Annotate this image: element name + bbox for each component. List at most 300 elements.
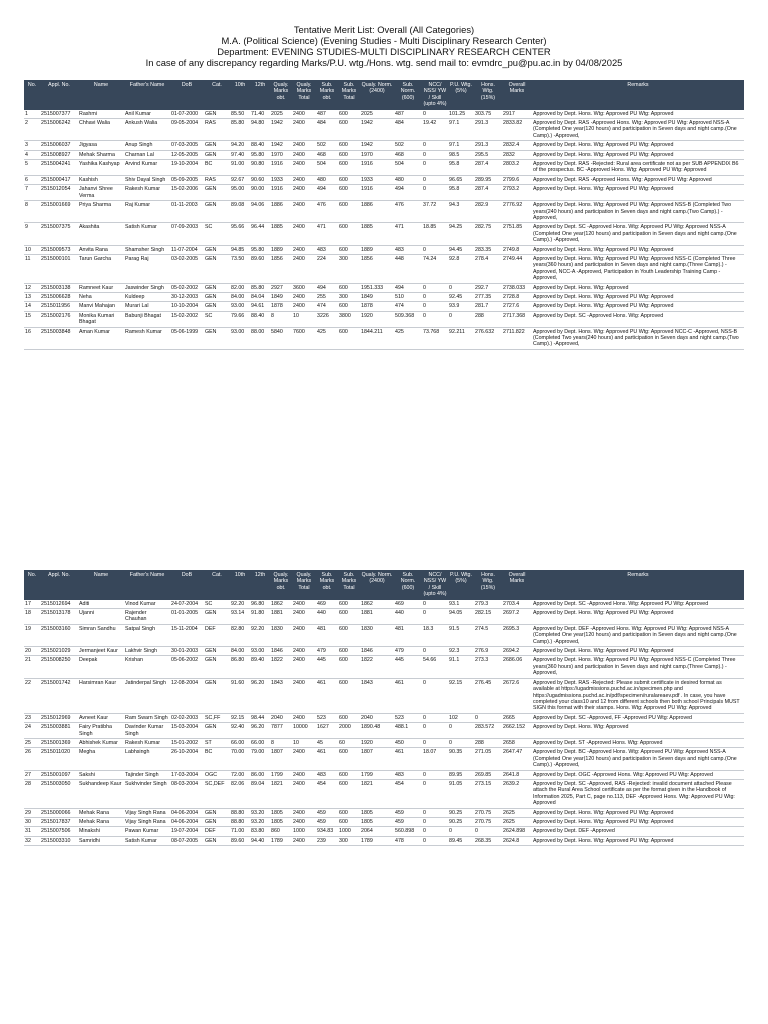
table-cell: 2040 <box>270 713 292 722</box>
table-cell: 303.75 <box>474 110 502 119</box>
remarks-cell: Approved by Dept. SC -Approved, FF -Approved PU Wtg: Approved <box>532 713 744 722</box>
table-cell: GEN <box>204 818 230 827</box>
table-cell: 1849 <box>270 292 292 301</box>
table-cell: 560.898 <box>394 827 422 836</box>
table-cell: ST <box>204 738 230 747</box>
table-cell: OGC <box>204 770 230 779</box>
table-row <box>24 283 744 292</box>
column-header: Cat. <box>204 80 230 110</box>
table-row <box>24 302 744 311</box>
table-cell: 19.42 <box>422 119 448 141</box>
table-cell: 474 <box>394 302 422 311</box>
table-cell: 18.85 <box>422 223 448 245</box>
table-cell: Shamsher Singh <box>124 245 170 254</box>
table-cell: 05-09-2005 <box>170 175 204 184</box>
table-cell: 276.9 <box>474 647 502 656</box>
table-cell: 600 <box>338 223 360 245</box>
table-cell: 12-08-2004 <box>170 678 204 713</box>
table-cell: 10-10-2004 <box>170 302 204 311</box>
column-header: NCC/ NSS/ YW / Skill (upto 4%) <box>422 80 448 110</box>
table-cell: Anvita Rana <box>78 245 124 254</box>
table-cell: 2749.44 <box>502 254 532 283</box>
table-cell: Murari Lal <box>124 302 170 311</box>
table-cell: 2400 <box>292 600 316 609</box>
table-cell: 289.95 <box>474 175 502 184</box>
table-cell: 0 <box>474 713 502 722</box>
table-cell: 93.1 <box>448 600 474 609</box>
table-cell: 29 <box>24 808 40 817</box>
table-cell: 2515012969 <box>40 713 78 722</box>
table-cell: 0 <box>422 302 448 311</box>
table-cell: 2711.822 <box>502 327 532 349</box>
table-cell: 97.1 <box>448 141 474 150</box>
table-cell: Lakhvir Singh <box>124 647 170 656</box>
table-cell: 1916 <box>360 160 394 176</box>
table-cell: 2776.92 <box>502 201 532 223</box>
table-cell: 73.50 <box>230 254 250 283</box>
table-cell: 1878 <box>360 302 394 311</box>
column-header: 10th <box>230 570 250 600</box>
table-cell: 101.25 <box>448 110 474 119</box>
column-header: Qualy. Marks obt. <box>270 570 292 600</box>
table-cell: Rakesh Kumar <box>124 185 170 201</box>
table-cell: 1805 <box>270 818 292 827</box>
table-cell: 15-02-2002 <box>170 311 204 327</box>
table-cell: 2515001097 <box>40 770 78 779</box>
table-cell: 1830 <box>360 624 394 646</box>
table-cell: 0 <box>422 779 448 808</box>
table-cell: 82.06 <box>230 779 250 808</box>
table-cell: 10 <box>292 738 316 747</box>
table-cell: 2803.2 <box>502 160 532 176</box>
table-cell: 94.25 <box>448 223 474 245</box>
table-cell: 1886 <box>360 201 394 223</box>
table-cell: 7600 <box>292 327 316 349</box>
table-cell: 291.3 <box>474 141 502 150</box>
remarks-cell: Approved by Dept. Hons. Wtg: Approved PU Wtg: Approved <box>532 110 744 119</box>
table-cell: 92.211 <box>448 327 474 349</box>
table-cell: 2515003160 <box>40 624 78 646</box>
table-cell: 271.05 <box>474 748 502 770</box>
table-cell: 523 <box>394 713 422 722</box>
table-cell: 2515009573 <box>40 245 78 254</box>
table-cell: 471 <box>316 223 338 245</box>
table-row <box>24 656 744 678</box>
table-cell: 96.20 <box>250 678 270 713</box>
table-cell: 2703.4 <box>502 600 532 609</box>
table-cell: 483 <box>316 245 338 254</box>
column-header: Qualy. Norm. (2400) <box>360 80 394 110</box>
table-cell: RAS <box>204 119 230 141</box>
table-cell: 600 <box>338 600 360 609</box>
table-cell: GEN <box>204 678 230 713</box>
table-cell: 2832 <box>502 150 532 159</box>
table-cell: 30 <box>24 818 40 827</box>
table-cell: 2400 <box>292 609 316 625</box>
table-cell: 2400 <box>292 141 316 150</box>
table-cell: Ramesh Kumar <box>124 327 170 349</box>
table-cell: 600 <box>338 119 360 141</box>
table-cell: 25 <box>24 738 40 747</box>
table-cell: 102 <box>448 713 474 722</box>
table-cell: 15 <box>24 311 40 327</box>
column-header: Sub. Marks obt. <box>316 80 338 110</box>
table-cell: 92.15 <box>448 678 474 713</box>
table-cell: 96.65 <box>448 175 474 184</box>
table-cell: 2400 <box>292 201 316 223</box>
table-cell: 600 <box>338 624 360 646</box>
table-cell: 2639.2 <box>502 779 532 808</box>
table-cell: 268.35 <box>474 836 502 845</box>
table-cell: 2515003881 <box>40 723 78 739</box>
table-cell: 94.61 <box>250 302 270 311</box>
table-row <box>24 245 744 254</box>
column-header: Remarks <box>532 570 744 600</box>
table-cell: 1889 <box>360 245 394 254</box>
table-cell: 469 <box>316 600 338 609</box>
department-title: Department: EVENING STUDIES-MULTI DISCIPLINARY RESEARCH CENTER <box>217 46 551 57</box>
table-cell: Akashita <box>78 223 124 245</box>
table-cell: Shiv Dayal Singh <box>124 175 170 184</box>
table-body <box>24 110 744 350</box>
column-header: P.U. Wtg. (5%) <box>448 80 474 110</box>
table-cell: 2694.2 <box>502 647 532 656</box>
table-cell: 18.07 <box>422 748 448 770</box>
table-cell: Manvi Mahajan <box>78 302 124 311</box>
table-cell: 2917 <box>502 110 532 119</box>
table-cell: 2515012054 <box>40 185 78 201</box>
table-cell: 2625 <box>502 818 532 827</box>
table-cell: 14 <box>24 302 40 311</box>
table-cell: GEN <box>204 185 230 201</box>
table-cell: 292.7 <box>474 283 502 292</box>
table-cell: 448 <box>394 254 422 283</box>
table-cell: Sakshi <box>78 770 124 779</box>
table-cell: 1970 <box>360 150 394 159</box>
table-cell: 10000 <box>292 723 316 739</box>
course-title: M.A. (Political Science) (Evening Studies - Multi Disciplinary Research Center) <box>221 35 547 46</box>
table-cell: 15-11-2004 <box>170 624 204 646</box>
table-cell: 2400 <box>292 748 316 770</box>
table-cell: 600 <box>338 185 360 201</box>
table-cell: 2025 <box>360 110 394 119</box>
table-cell: Jaswinder Singh <box>124 283 170 292</box>
table-cell: 2515003050 <box>40 779 78 808</box>
table-cell: 2400 <box>292 808 316 817</box>
column-header: DoB <box>170 570 204 600</box>
table-cell: Parag Raj <box>124 254 170 283</box>
table-cell: SC,FF <box>204 713 230 722</box>
table-cell: Ankush Walia <box>124 119 170 141</box>
table-cell: Neha <box>78 292 124 301</box>
table-cell: Raj Kumar <box>124 201 170 223</box>
table-cell: Satpal Singh <box>124 624 170 646</box>
table-row <box>24 141 744 150</box>
table-cell: Rajender Chauhan <box>124 609 170 625</box>
table-cell: 12-05-2005 <box>170 150 204 159</box>
table-cell: 4 <box>24 150 40 159</box>
table-cell: GEN <box>204 723 230 739</box>
table-cell: 1881 <box>270 609 292 625</box>
table-cell: 2515001369 <box>40 738 78 747</box>
table-row <box>24 713 744 722</box>
remarks-cell: Approved by Dept. DEF -Approved Hons. Wtg: Approved PU Wtg: Approved NSS-A (Completed One year(120 hours) and participation in Seven days and night camp.(One Camp).) -Approved, <box>532 624 744 646</box>
table-cell: Mehak Sharma <box>78 150 124 159</box>
table-cell: 92.20 <box>250 624 270 646</box>
table-cell: 89.08 <box>230 201 250 223</box>
remarks-cell: Approved by Dept. Hons. Wtg: Approved PU Wtg: Approved <box>532 647 744 656</box>
table-cell: 273.3 <box>474 656 502 678</box>
remarks-cell: Approved by Dept. Hons. Wtg: Approved PU Wtg: Approved <box>532 292 744 301</box>
table-cell: 2400 <box>292 245 316 254</box>
table-cell: 79.00 <box>250 748 270 770</box>
table-cell: 288 <box>474 738 502 747</box>
table-cell: 2833.82 <box>502 119 532 141</box>
table-cell: 2400 <box>292 836 316 845</box>
table-cell: 600 <box>338 283 360 292</box>
remarks-cell: Approved by Dept. ST -Approved Hons. Wtg: Approved <box>532 738 744 747</box>
table-cell: 08-03-2004 <box>170 779 204 808</box>
table-cell: Sukhvinder Singh <box>124 779 170 808</box>
table-cell: 600 <box>338 141 360 150</box>
table-cell: Jermanjeet Kaur <box>78 647 124 656</box>
table-cell: Harsimran Kaur <box>78 678 124 713</box>
table-cell: 2515007375 <box>40 223 78 245</box>
table-cell: Deepak <box>78 656 124 678</box>
table-cell: Jatinderpal Singh <box>124 678 170 713</box>
table-cell: 3 <box>24 141 40 150</box>
table-cell: 7877 <box>270 723 292 739</box>
table-cell: 1885 <box>360 223 394 245</box>
table-cell: 10 <box>24 245 40 254</box>
table-cell: 93.20 <box>250 808 270 817</box>
table-cell: 273.15 <box>474 779 502 808</box>
table-cell: 2672.6 <box>502 678 532 713</box>
table-cell: 2641.8 <box>502 770 532 779</box>
table-cell: 2400 <box>292 656 316 678</box>
merit-table-page-2 <box>24 570 744 846</box>
table-cell: 7 <box>24 185 40 201</box>
table-cell: 94.80 <box>250 119 270 141</box>
table-cell: Mehak Rana <box>78 818 124 827</box>
table-cell: 2515017837 <box>40 818 78 827</box>
table-cell: 0 <box>422 808 448 817</box>
table-row <box>24 723 744 739</box>
table-cell: 1822 <box>270 656 292 678</box>
table-cell: 90.25 <box>448 818 474 827</box>
column-header: Qualy. Marks obt. <box>270 80 292 110</box>
table-cell: 1789 <box>270 836 292 845</box>
column-header: Appl. No. <box>40 80 78 110</box>
remarks-cell: Approved by Dept. Hons. Wtg: Approved PU Wtg: Approved NSS-C (Completed Three years(360 hours) and participation in Seven days and night camp.(Three Camp).) -Approved, NCC-A -Approved, Participation in Youth Leadership Training Camp -Approved, <box>532 254 744 283</box>
table-row <box>24 311 744 327</box>
table-cell: 97.40 <box>230 150 250 159</box>
table-cell: 1942 <box>360 141 394 150</box>
table-row <box>24 160 744 176</box>
table-cell: 461 <box>316 678 338 713</box>
table-cell: 600 <box>338 150 360 159</box>
table-cell: 1862 <box>270 600 292 609</box>
table-cell: 89.95 <box>448 770 474 779</box>
remarks-cell: Approved by Dept. SC -Approved Hons. Wtg: Approved PU Wtg: Approved NSS-A (Completed One year(120 hours) and participation in Seven days and night camp.(One Camp).) -Approved, <box>532 223 744 245</box>
table-cell: 95.80 <box>250 150 270 159</box>
table-header <box>24 570 744 600</box>
table-cell: 30-01-2003 <box>170 647 204 656</box>
table-cell: 0 <box>422 245 448 254</box>
table-cell: 54.66 <box>422 656 448 678</box>
table-cell: 2515001669 <box>40 201 78 223</box>
table-cell: Charnan Lal <box>124 150 170 159</box>
table-cell: 2400 <box>292 110 316 119</box>
table-cell: 94.45 <box>448 245 474 254</box>
table-row <box>24 110 744 119</box>
table-cell: 600 <box>338 302 360 311</box>
table-cell: 2400 <box>292 302 316 311</box>
table-cell: 461 <box>394 678 422 713</box>
table-cell: 0 <box>422 770 448 779</box>
table-cell: 483 <box>394 245 422 254</box>
table-cell: 91.5 <box>448 624 474 646</box>
table-cell: Jahanvi Shree Verma <box>78 185 124 201</box>
table-cell: 483 <box>316 770 338 779</box>
table-cell: 2515002176 <box>40 311 78 327</box>
table-cell: 1942 <box>270 141 292 150</box>
table-cell: GEN <box>204 609 230 625</box>
table-cell: 92.8 <box>448 254 474 283</box>
table-cell: 93.00 <box>250 647 270 656</box>
table-cell: 2515008250 <box>40 656 78 678</box>
table-cell: 479 <box>394 647 422 656</box>
table-cell: 37.72 <box>422 201 448 223</box>
table-cell: 95.00 <box>230 185 250 201</box>
table-cell: 30-12-2003 <box>170 292 204 301</box>
remarks-cell: Approved by Dept. BC -Approved Hons. Wtg: Approved PU Wtg: Approved NSS-A (Completed One year(120 hours) and participation in Seven days and night camp.(One Camp).) -Approved, <box>532 748 744 770</box>
column-header: Sub. Norm. (600) <box>394 80 422 110</box>
table-cell: 89.40 <box>250 656 270 678</box>
table-cell: 27 <box>24 770 40 779</box>
column-header: Overall Marks <box>502 80 532 110</box>
table-cell: 1942 <box>360 119 394 141</box>
table-cell: 2515006242 <box>40 119 78 141</box>
column-header: DoB <box>170 80 204 110</box>
table-cell: Kuldeep <box>124 292 170 301</box>
table-cell: 2793.2 <box>502 185 532 201</box>
table-cell: 79.66 <box>230 311 250 327</box>
table-cell: 2927 <box>270 283 292 292</box>
table-cell: 468 <box>316 150 338 159</box>
table-cell: Ramneet Kaur <box>78 283 124 292</box>
column-header: Sub. Norm. (600) <box>394 570 422 600</box>
table-cell: Megha <box>78 748 124 770</box>
table-cell: 89.45 <box>448 836 474 845</box>
table-cell: 05-06-1999 <box>170 327 204 349</box>
discrepancy-note: In case of any discrepancy regarding Marks/P.U. wtg./Hons. wtg. send mail to: evmdrc_pu@pu.ac.in by 04/08/2025 <box>145 57 623 68</box>
table-cell: 2665 <box>502 713 532 722</box>
table-row <box>24 818 744 827</box>
table-cell: 85.80 <box>230 119 250 141</box>
remarks-cell: Approved by Dept. Hons. Wtg: Approved PU Wtg: Approved NSS-B (Completed Two years(240 hours) and participation in Seven days and night camp.(Two Camp).) -Approved, <box>532 201 744 223</box>
table-cell: 1933 <box>360 175 394 184</box>
table-cell: 0 <box>422 713 448 722</box>
table-cell: Priya Sharma <box>78 201 124 223</box>
table-cell: 96.20 <box>250 723 270 739</box>
table-cell: 5840 <box>270 327 292 349</box>
table-cell: 2040 <box>360 713 394 722</box>
table-cell: 2400 <box>292 254 316 283</box>
table-cell: 283.572 <box>474 723 502 739</box>
table-cell: 90.60 <box>250 175 270 184</box>
table-cell: 0 <box>474 827 502 836</box>
table-cell: Abhishek Kumar <box>78 738 124 747</box>
table-cell: 95.80 <box>250 245 270 254</box>
merit-list-title: Tentative Merit List: Overall (All Categories) <box>293 24 475 35</box>
table-cell: 481 <box>394 624 422 646</box>
table-cell: 04-06-2004 <box>170 818 204 827</box>
table-cell: 425 <box>394 327 422 349</box>
table-cell: GEN <box>204 808 230 817</box>
remarks-cell: Approved by Dept. Hons. Wtg: Approved PU Wtg: Approved NSS-C (Completed Three years(360 hours) and participation in Seven days and night camp.(Three Camp).) -Approved, <box>532 656 744 678</box>
table-cell: 0 <box>448 283 474 292</box>
table-cell: 08-07-2005 <box>170 836 204 845</box>
table-cell: 95.8 <box>448 185 474 201</box>
column-header: Sub. Marks Total <box>338 570 360 600</box>
table-row <box>24 738 744 747</box>
table-cell: 21 <box>24 656 40 678</box>
table-cell: 11-07-2004 <box>170 245 204 254</box>
table-cell: Vijay Singh Rana <box>124 808 170 817</box>
column-header: 12th <box>250 80 270 110</box>
table-cell: GEN <box>204 283 230 292</box>
table-cell: 01-07-2000 <box>170 110 204 119</box>
table-cell: 07-03-2005 <box>170 141 204 150</box>
table-cell: 0 <box>422 600 448 609</box>
table-cell: 287.4 <box>474 185 502 201</box>
table-cell: 89.04 <box>250 779 270 808</box>
table-cell: 282.15 <box>474 609 502 625</box>
table-cell: Rakesh Kumar <box>124 738 170 747</box>
table-cell: Sukhandeep Kaur <box>78 779 124 808</box>
table-cell: 502 <box>316 141 338 150</box>
table-cell: 26 <box>24 748 40 770</box>
table-cell: 2400 <box>292 818 316 827</box>
table-cell: 510 <box>394 292 422 301</box>
table-cell: 0 <box>422 141 448 150</box>
table-cell: Satish Kumar <box>124 836 170 845</box>
table-cell: 73.768 <box>422 327 448 349</box>
table-cell: 22 <box>24 678 40 713</box>
table-cell: 15-02-2006 <box>170 185 204 201</box>
table-cell: 86.00 <box>250 770 270 779</box>
table-cell: 18.3 <box>422 624 448 646</box>
table-cell: 300 <box>338 292 360 301</box>
table-cell: 291.3 <box>474 119 502 141</box>
table-cell: 2695.3 <box>502 624 532 646</box>
table-cell: 1889 <box>270 245 292 254</box>
table-cell: 1916 <box>270 185 292 201</box>
table-cell: 480 <box>316 175 338 184</box>
table-header <box>24 80 744 110</box>
table-cell: 600 <box>338 713 360 722</box>
table-cell: 0 <box>422 818 448 827</box>
table-cell: 454 <box>316 779 338 808</box>
table-cell: 17-03-2004 <box>170 770 204 779</box>
table-cell: 16 <box>24 327 40 349</box>
table-cell: 478 <box>394 836 422 845</box>
table-cell: 19-07-2004 <box>170 827 204 836</box>
table-cell: 89.60 <box>250 254 270 283</box>
table-cell: 89.60 <box>230 836 250 845</box>
table-cell: 270.75 <box>474 808 502 817</box>
